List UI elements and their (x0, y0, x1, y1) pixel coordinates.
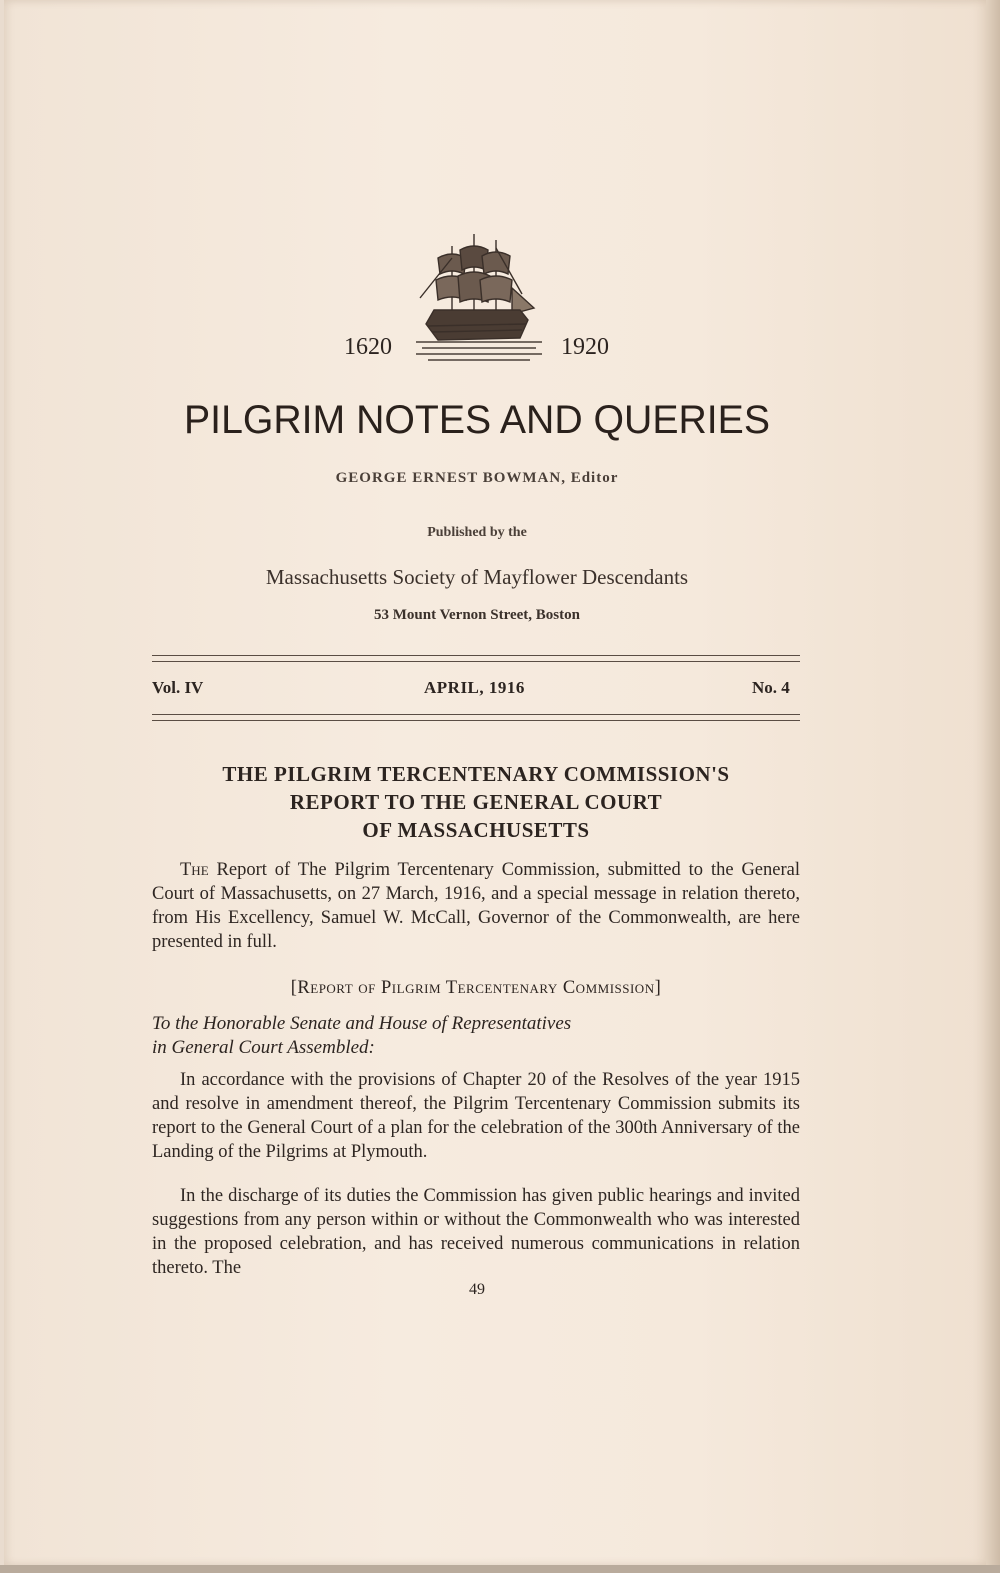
page-sheet (4, 0, 988, 1566)
salutation-line-1: To the Honorable Senate and House of Representatives (152, 1013, 572, 1034)
article-title (152, 760, 800, 844)
journal-title: PILGRIM NOTES AND QUERIES (184, 398, 770, 442)
intro-paragraph (152, 858, 800, 954)
double-rule-top-a (152, 655, 800, 656)
page-edge-bottom (0, 1565, 1000, 1573)
mayflower-ship-icon (416, 228, 542, 368)
body-paragraph-2: In the discharge of its duties the Commission has given public hearings and invited suggestions from any person within or without the Commonwealth who was interested in the proposed celebration, and has received numerous communications in relation thereto. The (152, 1186, 800, 1278)
published-by-line: Published by the (427, 525, 527, 540)
report-heading: [Report of Pilgrim Tercentenary Commission] (290, 978, 662, 998)
article-title-line-2: REPORT TO THE GENERAL COURT (289, 790, 663, 814)
page-number: 49 (469, 1281, 485, 1298)
article-title-line-1: THE PILGRIM TERCENTENARY COMMISSION'S (222, 762, 730, 786)
page-edge-right (986, 0, 1000, 1573)
issue-date: APRIL, 1916 (424, 678, 525, 697)
double-rule-bottom-a (152, 714, 800, 715)
intro-text: Report of The Pilgrim Tercentenary Commission, submitted to the General Court of Massachusetts, on 27 March, 1916, and a special message in relation thereto, from His Excellency, Samuel W. McCall, Governor of the Commonwealth, are here presented in full. (152, 860, 800, 952)
double-rule-top-b (152, 661, 800, 662)
double-rule-bottom-b (152, 720, 800, 721)
salutation (152, 1012, 800, 1060)
society-address: 53 Mount Vernon Street, Boston (374, 607, 580, 623)
intro-lead-word: The (180, 860, 209, 880)
body-paragraph-1: In accordance with the provisions of Chapter 20 of the Resolves of the year 1915 and resolve in amendment thereof, the Pilgrim Tercentenary Commission submits its report to the General Court of a plan for the celebration of the 300th Anniversary of the Landing of the Pilgrims at Plymouth. (152, 1070, 800, 1162)
year-end: 1920 (561, 334, 609, 360)
society-name: Massachusetts Society of Mayflower Descendants (265, 565, 689, 589)
article-title-line-3: OF MASSACHUSETTS (362, 818, 590, 842)
salutation-line-2: in General Court Assembled: (152, 1037, 375, 1058)
issue-number: No. 4 (752, 678, 790, 697)
year-start: 1620 (344, 334, 392, 360)
editor-line: GEORGE ERNEST BOWMAN, Editor (335, 470, 619, 486)
volume-label: Vol. IV (152, 678, 204, 697)
